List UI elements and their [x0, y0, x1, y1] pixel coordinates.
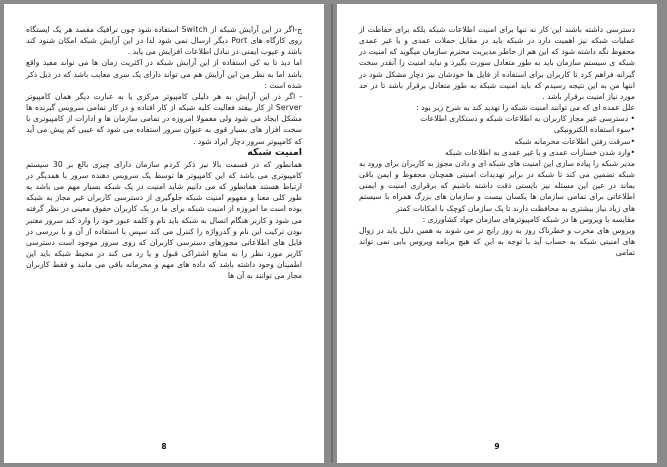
paragraph: - اگر در این آرایش به هر دلیلی کامپیوتر مرکزی یا به عبارت دیگر همان کامپیوتر Server از کار بیفتد فعالیت کلیه شبکه از کار افتاده و در کار تمامی سرویس گیرنده ها مشکل ایجاد می شود ولی معمولا امروزه در تمامی سازمان ها و ادارات از کامپیوتری با سخت افزار های بسیار قوی به عنوان سرور استفاده می شود که عیبی کم پیش می آید که کامپیوتر سرور دچار ایراد شود .: [26, 91, 302, 146]
bullet-item: •سوء استفاده الکترونیکی: [553, 125, 635, 135]
paragraph: اما دید تا به کی استفاده از این آرایش شبکه در اکثریت زمان ها می تواند مفید واقع باشد اما به نظر من این آرایش هم می تواند دارای یک سری معایب باشد که در ذیل ذکر شده است :: [26, 58, 302, 90]
paragraph: دسترسی داشته باشند این کار نه تنها برای امنیت اطلاعات شبکه بلکه برای حفاظت از عملیات شبکه نیز اهمیت دارد در شبکه باید در مقابل حملات عمدی و یا غیر عمدی محفوظ نگه داشته شود که این هم از خاطر مدیریت محترم سازمان میگوید که امنیت در شبکه ی سیستم سازمان باید به طور متعادل سورت بگیرد و نباید امنیت را آنقدر سخت گیرانه فراهم کرد تا کاربران برای استفاده از فایل ها خودشان نیز دچار مشکل شود در انتها من به این نتیجه رسیدم که باید امنیت شبکه به طور متعادل برقرار باشد تا در حد مورد نیاز امنیت برقرار باشد .: [359, 25, 635, 101]
page-number: 8: [161, 442, 167, 451]
left-page: [4, 4, 324, 463]
paragraph: مقایسه با ویروس ها در شبکه کامپیوترهای سازمان جهاد کشاورزی :: [422, 214, 635, 224]
paragraph: ج-اگر در این آرایش شبکه از Switch استفاده شود چون ترافیک مقصد هر یک ایستگاه روی کارگاه های Port دیگر ارسال نمی شود لذا در این آرایش شبکه امکان شنود کند باشد و عیوب ایمنی در تبادل اطلاعات افزایش می یابد .: [26, 25, 302, 57]
right-page: [337, 4, 657, 463]
paragraph: مدیر شبکه را پیاده سازی این امنیت های شبکه ای و دادن مجوز به کاربران برای ورود به شبکه تضمین می کند تا شبکه در برابر تهدیدات امنیتی همچنان محفوظ و ایمن باقی بماند در عین این مسئله نیز بایستی دقت داشته باشیم که برقراری امنیت و ایمنی اطلاعاتی برای تمامی سازمان ها یکسان نیست و سازمان های بزرگ همراه با سیستم های زیاد نیاز بیشتری به محافظت دارند تا یک سازمان کوچک با امکانات کمتر: [359, 158, 635, 213]
bullet-item: • دسترسی غیر مجاز کاربران به اطلاعات شبکه و دستکاری اطلاعات: [420, 114, 635, 124]
page-number: 9: [494, 442, 500, 451]
bullet-item: •سرقت رفتن اطلاعات محرمانه شبکه: [514, 136, 635, 146]
paragraph: علل عمده ای که می توانند امنیت شبکه را تهدید کند به شرح زیر بود :: [416, 103, 635, 113]
section-heading: امنیت شبکه: [247, 146, 302, 158]
right-page-text: [359, 24, 635, 258]
paragraph: ویروس های مخرب و خطرناک روز به روز رایج تر می شوند به همین دلیل باید در زوال های امنیتی شبکه به حساب آید با توجه به این که هیچ برنامه ویروس یابی نمی تواند تمامی: [359, 225, 635, 258]
paragraph: همانطور که در قسمت بالا نیز ذکر کردم سازمان دارای چیزی بالغ بر 30 سیستم کامپیوتری می باشد که این کامپیوتر ها توسط یک سرویس دهنده سرور با همدیگر در ارتباط هستند همانطور که می دانیم شاید امنیت در یک شبکه بسیار مهم می باشد به طور کلی معنا و مفهوم امنیت شبکه جلوگیری از دسترسی کاربران غیر مجاز به شبکه بوده است ما امروزه از امنیت شبکه برای ما در یک کاربران حقوق معینی در نظر گرفته می شود و کاربر هنگام اتصال به شبکه باید نام و کلمه عبور خود را وارد کند سرور معتبر بودن ترکیب این نام و گذرواژه را کنترل می کند سپس با استفاده از آن و با بررسی در فایل های اطلاعاتی مجوزهای دسترسی کاربران که روی سرور موجود است دسترسی کاربر مورد نظر را به منابع اشتراکی قبول و یا رد می کند در محیط شبکه باید این اطمینان وجود داشته باشد که داده های مهم و محرمانه باقی می مانند و فقط کاربران مجاز می توانند به آن ها: [26, 159, 302, 281]
left-page-text: [26, 24, 302, 281]
page-gutter: [331, 4, 333, 463]
bullet-item: •وارد شدن خسارات عمدی و یا غیر عمدی به اطلاعات شبکه: [444, 147, 635, 157]
